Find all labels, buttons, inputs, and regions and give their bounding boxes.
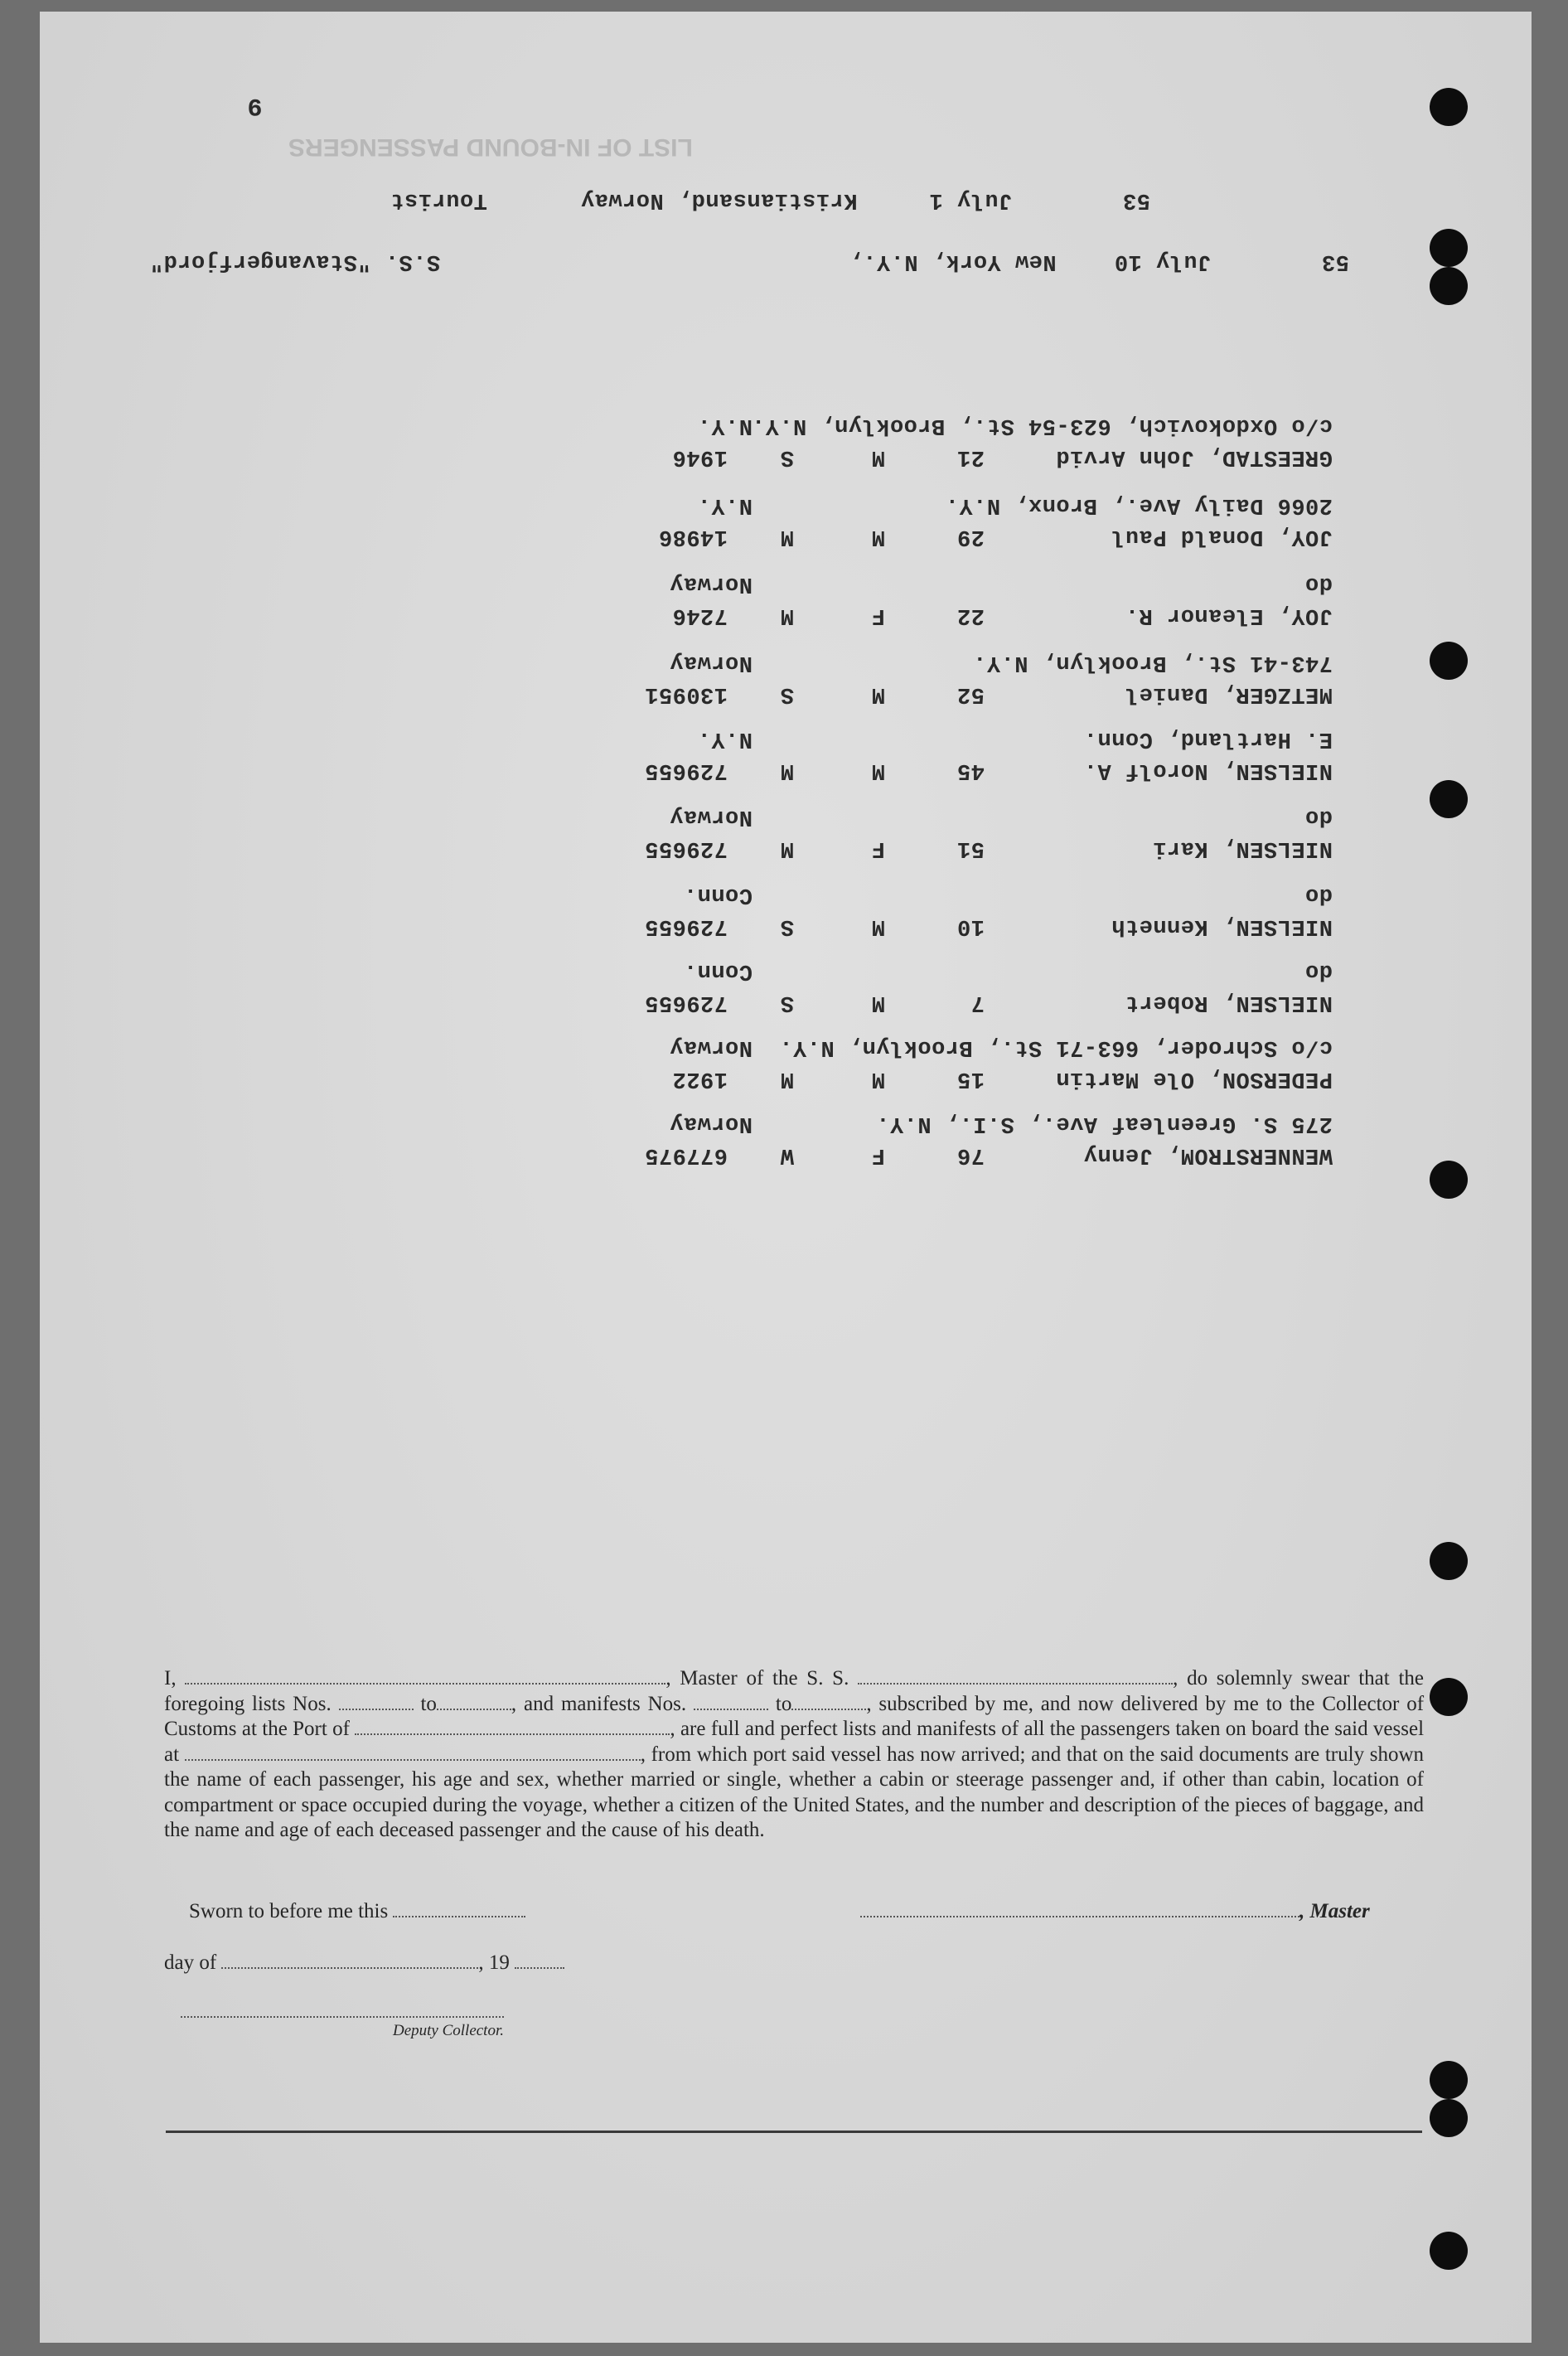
passenger-address: c/o Oxdokovich, 623-54 St., Brooklyn, N.Y. (751, 413, 1333, 438)
header-row-2 (73, 249, 1349, 274)
passenger-address: 275 S. Greenleaf Ave., S.I., N.Y. (875, 1111, 1333, 1136)
passenger-place: Norway (669, 1035, 753, 1059)
passenger-status: S (780, 444, 794, 469)
header-right-num: 53 (1321, 249, 1349, 274)
passenger-status: W (780, 1142, 794, 1167)
passenger-sex: F (871, 836, 885, 860)
passenger-age: 29 (956, 524, 985, 549)
passenger-sex: M (871, 1066, 885, 1091)
passenger-row (644, 647, 1333, 710)
passenger-row (644, 801, 1333, 864)
passenger-sex: M (871, 524, 885, 549)
passenger-status: M (780, 1066, 794, 1091)
passenger-status: S (780, 914, 794, 938)
passenger-place: Norway (669, 804, 753, 829)
passenger-address: c/o Schroder, 663-71 St., Brooklyn, N.Y. (778, 1035, 1333, 1059)
passenger-address: do (1304, 882, 1333, 907)
passenger-place: N.Y. (697, 726, 753, 751)
passenger-age: 21 (956, 444, 985, 469)
passenger-row (644, 879, 1333, 942)
passenger-place: Norway (669, 1111, 753, 1136)
passenger-address: do (1304, 958, 1333, 983)
passenger-row (644, 723, 1333, 786)
passenger-age: 7 (970, 990, 985, 1015)
passenger-number: 14986 (658, 524, 728, 549)
passenger-name: GREESTAD, John Arvid (1055, 444, 1333, 469)
punch-hole (1430, 267, 1468, 305)
passenger-status: M (780, 836, 794, 860)
passenger-status: S (780, 990, 794, 1015)
passenger-place: Norway (669, 571, 753, 596)
page-number: 9 (247, 91, 263, 119)
passenger-address: E. Hartland, Conn. (1083, 726, 1333, 751)
sworn-label: Sworn to before me this (189, 1900, 525, 1923)
passenger-place: Conn. (683, 958, 753, 983)
punch-hole (1430, 2099, 1468, 2137)
passenger-status: M (780, 758, 794, 783)
passenger-sex: M (871, 444, 885, 469)
passenger-age: 22 (956, 603, 985, 628)
passenger-status: S (780, 681, 794, 706)
passenger-place: N.Y. (697, 413, 753, 438)
passenger-name: NIELSEN, Norolf A. (1083, 758, 1333, 783)
passenger-sex: M (871, 990, 885, 1015)
header-date: July 10 (1114, 249, 1212, 274)
passenger-number: 7246 (672, 603, 728, 628)
passenger-name: NIELSEN, Robert (1125, 990, 1333, 1015)
passenger-address: do (1304, 804, 1333, 829)
deputy-collector: Deputy Collector. (181, 2001, 504, 2041)
passenger-name: JOY, Donald Paul (1111, 524, 1333, 549)
passenger-name: METZGER, Daniel (1125, 681, 1333, 706)
passenger-name: NIELSEN, Kenneth (1111, 914, 1333, 938)
passenger-place: N.Y. (697, 492, 753, 517)
header-ship: S.S. "Stavangerfjord" (149, 249, 441, 274)
passenger-age: 10 (956, 914, 985, 938)
punch-hole (1430, 229, 1468, 267)
punch-hole (1430, 88, 1468, 126)
passenger-sex: F (871, 1142, 885, 1167)
oath-declaration: I, , Master of the S. S. , do solemnly swear that the foregoing lists Nos. to , and manifests Nos. to , subscribed by me, and now delivered by me to the Collector of Customs at the Port of , are full and perfect lists and manifests of all the passengers taken on board the said vessel at , from which port said vessel has now arrived; and that on the said documents are truly shown the name of each passenger, his age and sex, whether married or single, whether a cabin or steerage passenger and, if other than cabin, location of compartment or space occupied during the voyage, whether a citizen of the United States, and the number and description of the pieces of baggage, and the name and age of each deceased passenger and the cause of his death. (164, 1667, 1425, 1841)
passenger-place: Norway (669, 650, 753, 675)
punch-hole (1430, 1678, 1468, 1716)
passenger-age: 76 (956, 1142, 985, 1167)
punch-hole (1430, 1542, 1468, 1580)
passenger-row (658, 489, 1333, 552)
passenger-name: WENNERSTROM, Jenny (1083, 1142, 1333, 1167)
header-port: Kristiansand, Norway (580, 187, 858, 212)
passenger-name: PEDERSON, Ole Martin (1055, 1066, 1333, 1091)
punch-hole (1430, 2061, 1468, 2099)
header-row-1 (73, 187, 1150, 212)
passenger-row (670, 1031, 1333, 1094)
passenger-status: M (780, 603, 794, 628)
passenger-number: 1922 (672, 1066, 728, 1091)
master-signature: , Master (860, 1900, 1370, 1923)
passenger-status: M (780, 524, 794, 549)
passenger-place: Conn. (683, 882, 753, 907)
passenger-row (670, 410, 1333, 473)
manifest-page (40, 12, 1532, 2343)
passenger-row (644, 955, 1333, 1018)
passenger-number: 729655 (644, 914, 728, 938)
passenger-sex: F (871, 603, 885, 628)
passenger-number: 729655 (644, 990, 728, 1015)
passenger-sex: M (871, 681, 885, 706)
passenger-address: do (1304, 571, 1333, 596)
passenger-number: 1946 (672, 444, 728, 469)
header-class: Tourist (390, 187, 487, 212)
header-port: New York, N.Y., (849, 249, 1057, 274)
passenger-number: 130951 (644, 681, 728, 706)
punch-hole (1430, 1161, 1468, 1199)
passenger-sex: M (871, 758, 885, 783)
passenger-sex: M (871, 914, 885, 938)
punch-hole (1430, 642, 1468, 680)
passenger-name: JOY, Eleanor R. (1125, 603, 1333, 628)
passenger-age: 15 (956, 1066, 985, 1091)
passenger-age: 51 (956, 836, 985, 860)
header-right-num: 53 (1122, 187, 1150, 212)
passenger-age: 45 (956, 758, 985, 783)
passenger-address: 2066 Daily Ave., Bronx, N.Y. (945, 492, 1333, 517)
bottom-rule (166, 2131, 1422, 2133)
passenger-number: 729655 (644, 836, 728, 860)
passenger-number: 677975 (644, 1142, 728, 1167)
ghost-heading: LIST OF IN-BOUND PASSENGERS (288, 133, 693, 161)
passenger-address: 743-41 St., Brooklyn, N.Y. (972, 650, 1333, 675)
punch-hole (1430, 780, 1468, 818)
passenger-row (644, 1108, 1333, 1171)
punch-hole (1430, 2232, 1468, 2270)
passenger-row (670, 568, 1333, 631)
passenger-name: NIELSEN, Kari (1152, 836, 1333, 860)
passenger-number: 729655 (644, 758, 728, 783)
passenger-age: 52 (956, 681, 985, 706)
day-of-line: day of , 19 (164, 1951, 564, 1975)
header-date: July 1 (929, 187, 1013, 212)
